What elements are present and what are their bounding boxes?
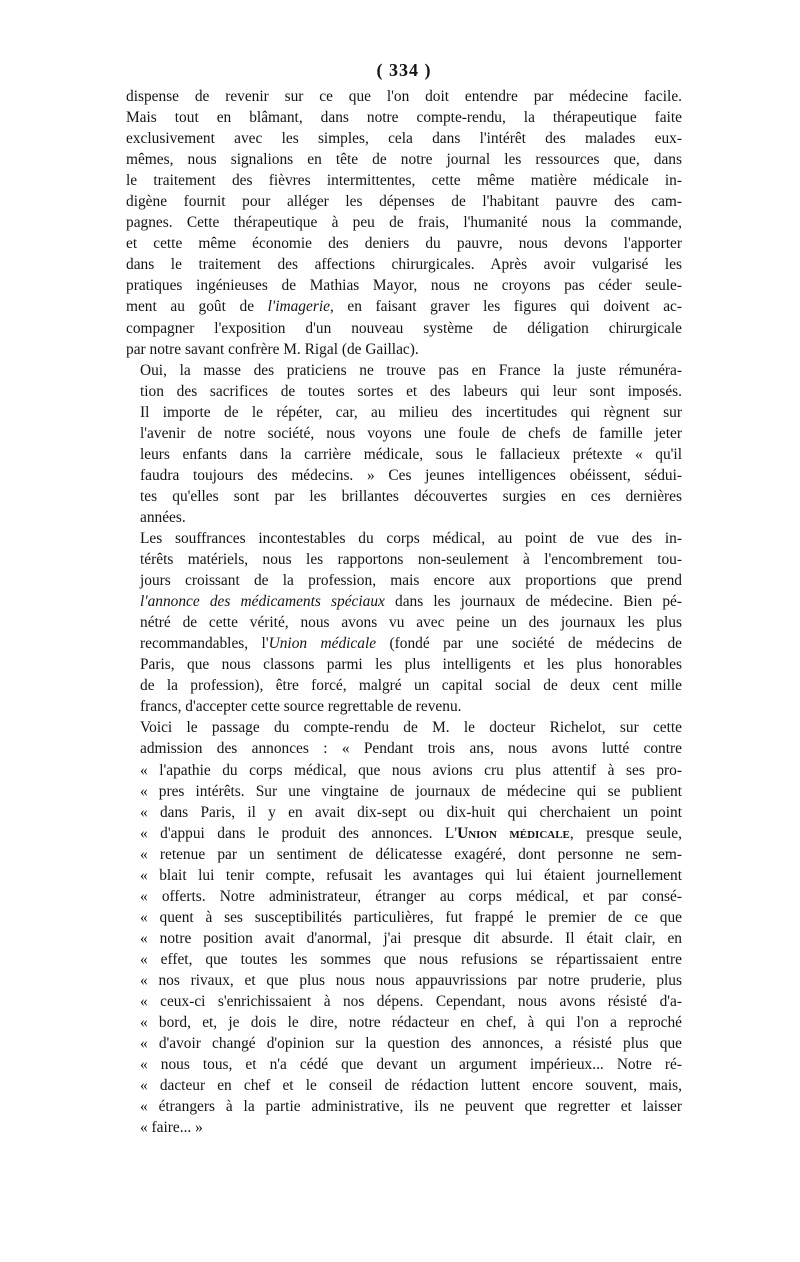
text-line xyxy=(126,928,682,949)
text-run: nétré de cette vérité, nous avons vu avec peine un des journaux les plus xyxy=(140,614,682,632)
text-line xyxy=(126,633,682,654)
text-line xyxy=(126,191,682,212)
text-run: « l'apathie du corps médical, que nous avions cru plus attentif à ses pro- xyxy=(140,761,682,779)
text-line xyxy=(126,1117,682,1138)
text-run: « quent à ses susceptibilités particulières, fut frappé le premier de ce que xyxy=(140,908,682,926)
text-line xyxy=(126,570,682,591)
text-line xyxy=(126,781,682,802)
text-run: mêmes, nous signalions en tête de notre journal les ressources que, dans xyxy=(126,151,682,169)
text-line xyxy=(126,886,682,907)
text-line xyxy=(126,381,682,402)
text-run: « dans Paris, il y en avait dix-sept ou dix-huit qui cherchaient un point xyxy=(140,803,682,821)
text-run: « ceux-ci s'enrichissaient à nos dépens. Cependant, nous avons résisté d'a- xyxy=(140,993,682,1011)
text-line xyxy=(126,675,682,696)
text-run: faudra toujours des médecins. » Ces jeunes intelligences obéissent, sédui- xyxy=(140,466,682,484)
italic-run: l'annonce des médicaments spéciaux xyxy=(140,593,385,611)
text-run: tion des sacrifices de toutes sortes et des labeurs qui leur sont imposés. xyxy=(140,382,682,400)
text-run: Les souffrances incontestables du corps médical, au point de vue des in- xyxy=(140,529,682,547)
text-run: francs, d'accepter cette source regrettable de revenu. xyxy=(140,698,462,716)
text-run: « faire... » xyxy=(140,1119,203,1137)
text-run: « effet, que toutes les sommes que nous refusions se répartissaient entre xyxy=(140,950,682,968)
text-line xyxy=(126,760,682,781)
text-line xyxy=(126,149,682,170)
paragraph xyxy=(126,86,682,360)
text-line xyxy=(126,823,682,844)
text-run: Il importe de le répéter, car, au milieu des incertitudes qui règnent sur xyxy=(140,403,682,421)
text-line xyxy=(126,275,682,296)
text-run: « dacteur en chef et le conseil de rédaction luttent encore souvent, mais, xyxy=(140,1077,682,1095)
text-run: ment au goût de xyxy=(126,298,268,316)
text-line xyxy=(126,486,682,507)
text-line xyxy=(126,339,682,360)
text-run: « étrangers à la partie administrative, ils ne peuvent que regretter et laisser xyxy=(140,1098,682,1116)
text-line xyxy=(126,86,682,107)
text-run: et cette même économie des deniers du pauvre, nous devons l'apporter xyxy=(126,235,682,253)
text-line xyxy=(126,907,682,928)
text-run: « blait lui tenir compte, refusait les avantages qui lui étaient journellement xyxy=(140,866,682,884)
text-line xyxy=(126,465,682,486)
text-run: « d'avoir changé d'opinion sur la question des annonces, a résisté plus que xyxy=(140,1035,682,1053)
text-line xyxy=(126,212,682,233)
text-run: « pres intérêts. Sur une vingtaine de journaux de médecine qui se publient xyxy=(140,782,682,800)
text-run: , en faisant graver les figures qui doivent ac- xyxy=(329,298,682,316)
text-run: tes qu'elles sont par les brillantes découvertes surgies en ces dernières xyxy=(140,487,682,505)
text-run: « offerts. Notre administrateur, étranger au corps médical, et par consé- xyxy=(140,887,682,905)
text-run: « nous tous, et n'a cédé que devant un argument impérieux... Notre ré- xyxy=(140,1056,682,1074)
text-run: le traitement des fièvres intermittentes, cette même matière médicale in- xyxy=(126,172,682,190)
text-run: recommandables, l' xyxy=(140,635,269,653)
text-line xyxy=(126,991,682,1012)
body-text xyxy=(126,86,682,1138)
text-run: de la profession), être forcé, malgré un capital social de deux cent mille xyxy=(140,677,682,695)
text-run: « retenue par un sentiment de délicatesse exagéré, dont personne ne sem- xyxy=(140,845,682,863)
text-run: compagner l'exposition d'un nouveau système de déligation chirurgicale xyxy=(126,319,682,337)
text-run: « bord, et, je dois le dire, notre rédacteur en chef, à qui l'on a reproché xyxy=(140,1014,682,1032)
text-line xyxy=(126,844,682,865)
text-run: , presque seule, xyxy=(569,824,682,842)
text-run: (fondé par une société de médecins de xyxy=(376,635,683,653)
text-run: Oui, la masse des praticiens ne trouve pas en France la juste rémunéra- xyxy=(140,361,682,379)
text-run: térêts matériels, nous les rapportons non-seulement à l'encombrement tou- xyxy=(140,551,682,569)
page-number: ( 334 ) xyxy=(376,60,432,80)
text-line xyxy=(126,696,682,717)
text-run: années. xyxy=(140,508,186,526)
text-run: pratiques ingénieuses de Mathias Mayor, nous ne croyons pas céder seule- xyxy=(126,277,682,295)
text-line xyxy=(126,1012,682,1033)
text-line xyxy=(126,1096,682,1117)
text-run: dans le traitement des affections chirurgicales. Après avoir vulgarisé les xyxy=(126,256,682,274)
text-line xyxy=(126,296,682,317)
text-line xyxy=(126,802,682,823)
paragraph xyxy=(126,360,682,528)
text-line xyxy=(126,107,682,128)
text-run: Voici le passage du compte-rendu de M. le docteur Richelot, sur cette xyxy=(140,719,682,737)
text-run: « d'appui dans le produit des annonces. L' xyxy=(140,824,458,842)
text-run: admission des annonces : « Pendant trois ans, nous avons lutté contre xyxy=(140,740,682,758)
italic-run: Union médicale xyxy=(268,635,377,653)
text-line xyxy=(126,507,682,528)
text-line xyxy=(126,549,682,570)
small-caps-run: Union médicale xyxy=(457,824,570,842)
paragraph xyxy=(126,717,682,1138)
text-line xyxy=(126,1033,682,1054)
text-line xyxy=(126,865,682,886)
text-run: jours croissant de la profession, mais encore aux proportions que prend xyxy=(140,572,682,590)
text-line xyxy=(126,1075,682,1096)
text-run: l'avenir de notre société, nous voyons une foule de chefs de famille jeter xyxy=(140,424,682,442)
text-line xyxy=(126,528,682,549)
text-line xyxy=(126,970,682,991)
text-line xyxy=(126,717,682,738)
text-line xyxy=(126,612,682,633)
text-run: pagnes. Cette thérapeutique à peu de frais, l'humanité nous la commande, xyxy=(126,214,682,232)
text-line xyxy=(126,402,682,423)
text-line xyxy=(126,360,682,381)
text-run: « nos rivaux, et que plus nous nous appauvrissions par notre pruderie, plus xyxy=(140,971,682,989)
text-run: dispense de revenir sur ce que l'on doit entendre par médecine facile. xyxy=(126,88,682,105)
text-run: leurs enfants dans la carrière médicale, sous le fallacieux prétexte « qu'il xyxy=(140,445,682,463)
text-line xyxy=(126,423,682,444)
text-line xyxy=(126,254,682,275)
text-run: exclusivement avec les simples, cela dans l'intérêt des malades eux- xyxy=(126,130,682,148)
text-run: Paris, que nous classons parmi les plus intelligents et les plus honorables xyxy=(140,656,682,674)
text-run: Mais tout en blâmant, dans notre compte-rendu, la thérapeutique faite xyxy=(126,109,682,127)
text-line xyxy=(126,318,682,339)
italic-run: l'imagerie xyxy=(267,298,330,316)
text-line xyxy=(126,444,682,465)
paragraph xyxy=(126,528,682,717)
text-run: digène fournit pour alléger les dépenses de l'habitant pauvre des cam- xyxy=(126,193,682,211)
text-line xyxy=(126,738,682,759)
text-line xyxy=(126,170,682,191)
text-line xyxy=(126,591,682,612)
page xyxy=(126,58,682,1138)
text-line xyxy=(126,654,682,675)
text-line xyxy=(126,128,682,149)
text-line xyxy=(126,233,682,254)
text-line xyxy=(126,1054,682,1075)
text-run: « notre position avait d'anormal, j'ai presque dit absurde. Il était clair, en xyxy=(140,929,682,947)
text-run: dans les journaux de médecine. Bien pé- xyxy=(384,593,682,611)
text-run: par notre savant confrère M. Rigal (de Gaillac). xyxy=(126,340,419,358)
text-line xyxy=(126,949,682,970)
